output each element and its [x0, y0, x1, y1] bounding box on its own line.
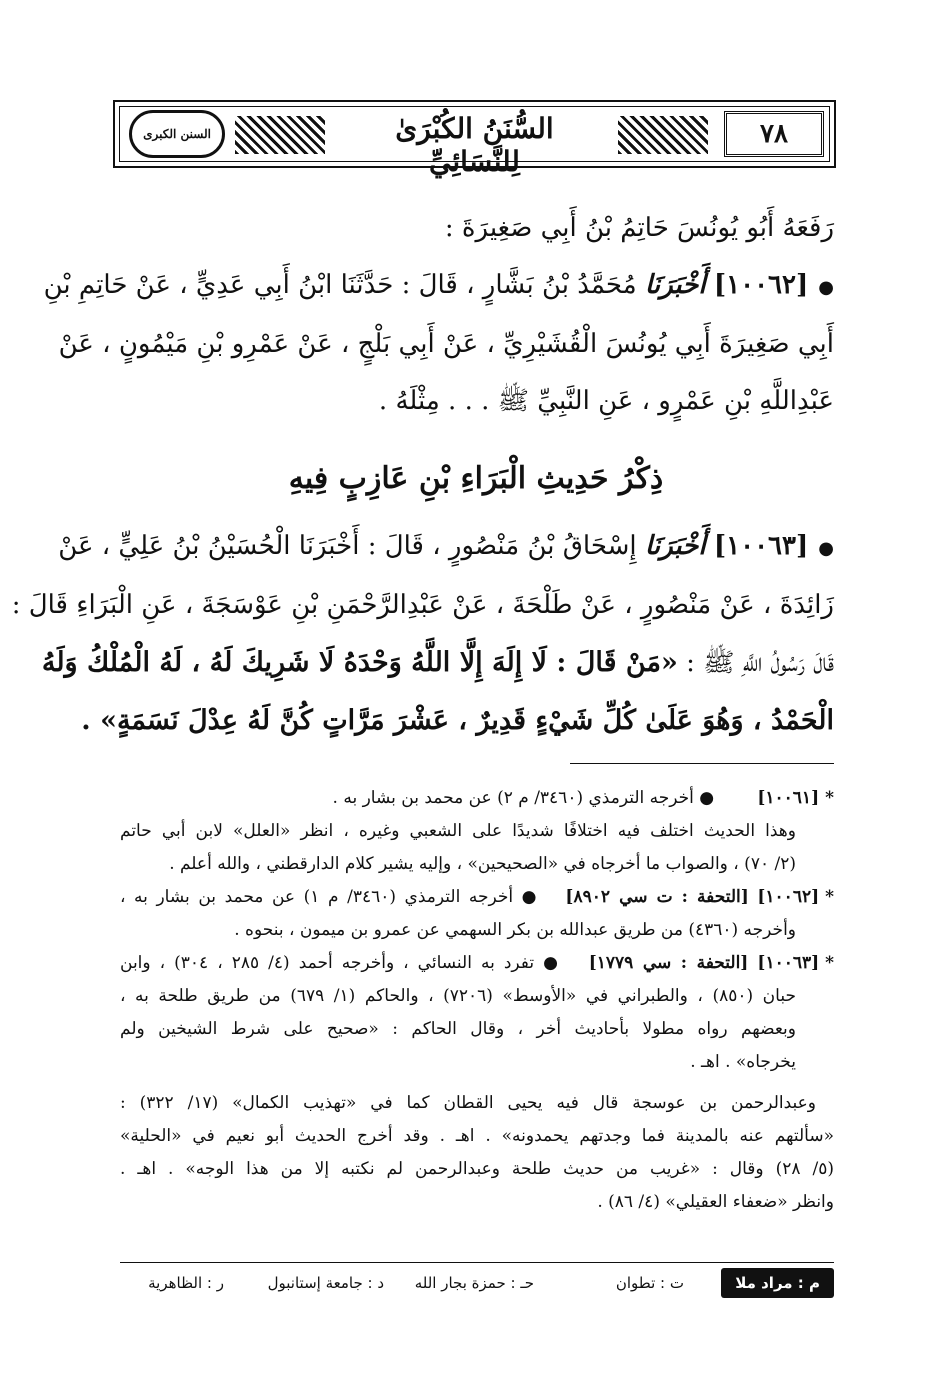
siglum-t: ت : تطوان [615, 1274, 684, 1292]
manuscript-key [120, 1268, 834, 1300]
hadith-10062-line-2: أَبِي صَغِيرَةَ أَبِي يُونُسَ الْقُشَيْرِيِّ ، عَنْ أَبِي بَلْجٍ ، عَنْ عَمْرِو بْنِ مَيْمُونٍ ، عَنْ [58, 329, 834, 359]
footer-divider [120, 1262, 834, 1263]
page-header [113, 100, 836, 178]
footnote-text: ● أخرجه الترمذي (٣٤٦٠/ م ١) عن محمد بن بشار به ، [120, 887, 540, 907]
hadith-10063-line-1 [58, 518, 834, 577]
siglum-d: د : جامعة إستانبول [267, 1274, 384, 1292]
hadith-number: [١٠٠٦٣] [713, 531, 809, 561]
hadith-quote: «مَنْ قَالَ : لَا إِلَهَ إِلَّا اللَّهُ وَحْدَهُ لَا شَرِيكَ لَهُ ، لَهُ الْمُلْكُ وَلَهُ [41, 647, 678, 678]
main-text [11, 200, 834, 749]
footnote-10063-line-3: وبعضهم رواه مطولا بأحاديث أخر ، وقال الحاكم : «صحيح على شرط الشيخين ولم [120, 1019, 796, 1039]
footnote-divider [570, 763, 834, 764]
footnote-10063-line-1 [120, 947, 834, 980]
footnote-10063-p2-line-4: وانظر «ضعفاء العقيلي» (٤/ ٨٦) . [597, 1192, 834, 1212]
akhbarana: أَخْبَرَنَا [644, 531, 706, 561]
hadith-number: [١٠٠٦٢] [713, 270, 809, 300]
hadith-text: إِسْحَاقُ بْنُ مَنْصُورٍ ، قَالَ : أَخْبَرَنَا الْحُسَيْنُ بْنُ عَلِيٍّ ، عَنْ [58, 531, 637, 561]
star-icon: * [825, 788, 834, 808]
footnote-10061-line-2: وهذا الحديث اختلف فيه اختلافًا شديدًا على الشعبي وغيره ، انظر «العلل» لابن أبي حاتم [120, 821, 796, 841]
spacer [120, 1079, 834, 1087]
page-number: ٧٨ [724, 111, 824, 157]
hadith-10062-line-3: عَبْدِاللَّهِ بْنِ عَمْرٍو ، عَنِ النَّبِيِّ ﷺ . . . مِثْلَهُ . [378, 386, 834, 416]
footnote-number: [١٠٠٦٣] [757, 953, 820, 973]
bullet-icon: ● [818, 538, 834, 559]
bullet-icon: ● [818, 277, 834, 298]
section-heading: ذِكْرُ حَدِيثِ الْبَرَاءِ بْنِ عَازِبٍ فِيهِ [288, 461, 664, 496]
footnote-10063-p2-line-1: وعبدالرحمن بن عوسجة قال فيه يحيى القطان كما في «تهذيب الكمال» (١٧/ ٣٢٢) : [120, 1093, 816, 1113]
footnote-text: ● أخرجه الترمذي (٣٤٦٠/ م ٢) عن محمد بن بشار به . [332, 788, 715, 808]
text-line: رَفَعَهُ أَبُو يُونُسَ حَاتِمُ بْنُ أَبِي صَغِيرَةَ : [444, 213, 834, 243]
hadith-10063-line-3 [41, 634, 834, 692]
hadith-text: قَالَ رَسُولُ اللَّهِ ﷺ : [686, 648, 834, 678]
footnote-10061-line-1 [120, 782, 834, 815]
footnote-10063-p2-line-3: (٥/ ٢٨) وقال : «غريب من حديث طلحة وعبدالرحمن لم نكتبه إلا من هذا الوجه» . اهـ . [120, 1159, 834, 1179]
siglum-r: ر : الظاهرية [148, 1274, 224, 1292]
footnote-10062-line-2: وأخرجه (٤٣٦٠) من طريق عبدالله بن بكر السهمي عن عمرو بن ميمون ، بنحوه . [234, 920, 796, 940]
footnote-10063-line-4: يخرجاه» . اهـ . [690, 1052, 796, 1072]
hadith-10063-line-2: زَائِدَةَ ، عَنْ مَنْصُورٍ ، عَنْ طَلْحَةَ ، عَنْ عَبْدِالرَّحْمَنِ بْنِ عَوْسَجَةَ ، عَنِ الْبَرَاءِ قَالَ : [11, 590, 834, 620]
siglum-badge: م : مراد ملا [721, 1268, 834, 1298]
footnote-10062-line-1 [120, 881, 834, 914]
footnotes [120, 782, 834, 1219]
akhbarana: أَخْبَرَنَا [644, 270, 706, 300]
ornament-right [618, 116, 708, 154]
star-icon: * [825, 887, 835, 907]
footnote-number: [١٠٠٦٢] [757, 887, 820, 907]
siglum-h: حـ : حمزة بجار الله [414, 1274, 534, 1292]
footnote-10063-p2-line-2: «سألتهم عنه بالمدينة فما وجدتهم يحمدونه» . اهـ . وقد أخرج الحديث أبو نعيم في «الحلية» [120, 1126, 834, 1146]
book-title: السُّنَنُ الكُبْرَىٰ لِلنَّسَائِيِّ [395, 112, 554, 178]
footnote-10061-line-3: (٢/ ٧٠) ، والصواب ما أخرجاه في «الصحيحين» ، وإليه يشير كلام الدارقطني ، والله أعلم . [169, 854, 796, 874]
hadith-text: مُحَمَّدُ بْنُ بَشَّارٍ ، قَالَ : حَدَّثَنَا ابْنُ أَبِي عَدِيٍّ ، عَنْ حَاتِمِ بْنِ [43, 270, 637, 300]
hadith-10062-line-1 [43, 257, 834, 316]
footnote-text: ● تفرد به النسائي ، وأخرجه أحمد (٤/ ٢٨٥ ، ٣٠٤) ، وابن [120, 953, 562, 973]
footnote-number: [١٠٠٦١] [757, 788, 820, 808]
footnote-10063-line-2: حبان (٨٥٠) ، والطبراني في «الأوسط» (٧٢٠٦) ، والحاكم (١/ ٦٧٩) من طريق طلحة به ، [120, 986, 796, 1006]
star-icon: * [825, 953, 835, 973]
hadith-10063-line-4: الْحَمْدُ ، وَهُوَ عَلَىٰ كُلِّ شَيْءٍ قَدِيرٌ ، عَشْرَ مَرَّاتٍ كُنَّ لَهُ عِدْلَ نَسَمَةٍ» . [81, 705, 834, 736]
tuhfa-tag: [التحفة : ت سي ٨٩٠٢] [565, 887, 749, 907]
book-emblem-icon: السنن الكبرى [129, 110, 225, 158]
tuhfa-tag: [التحفة : سي ١٧٧٩] [588, 953, 749, 973]
ornament-left [235, 116, 325, 154]
